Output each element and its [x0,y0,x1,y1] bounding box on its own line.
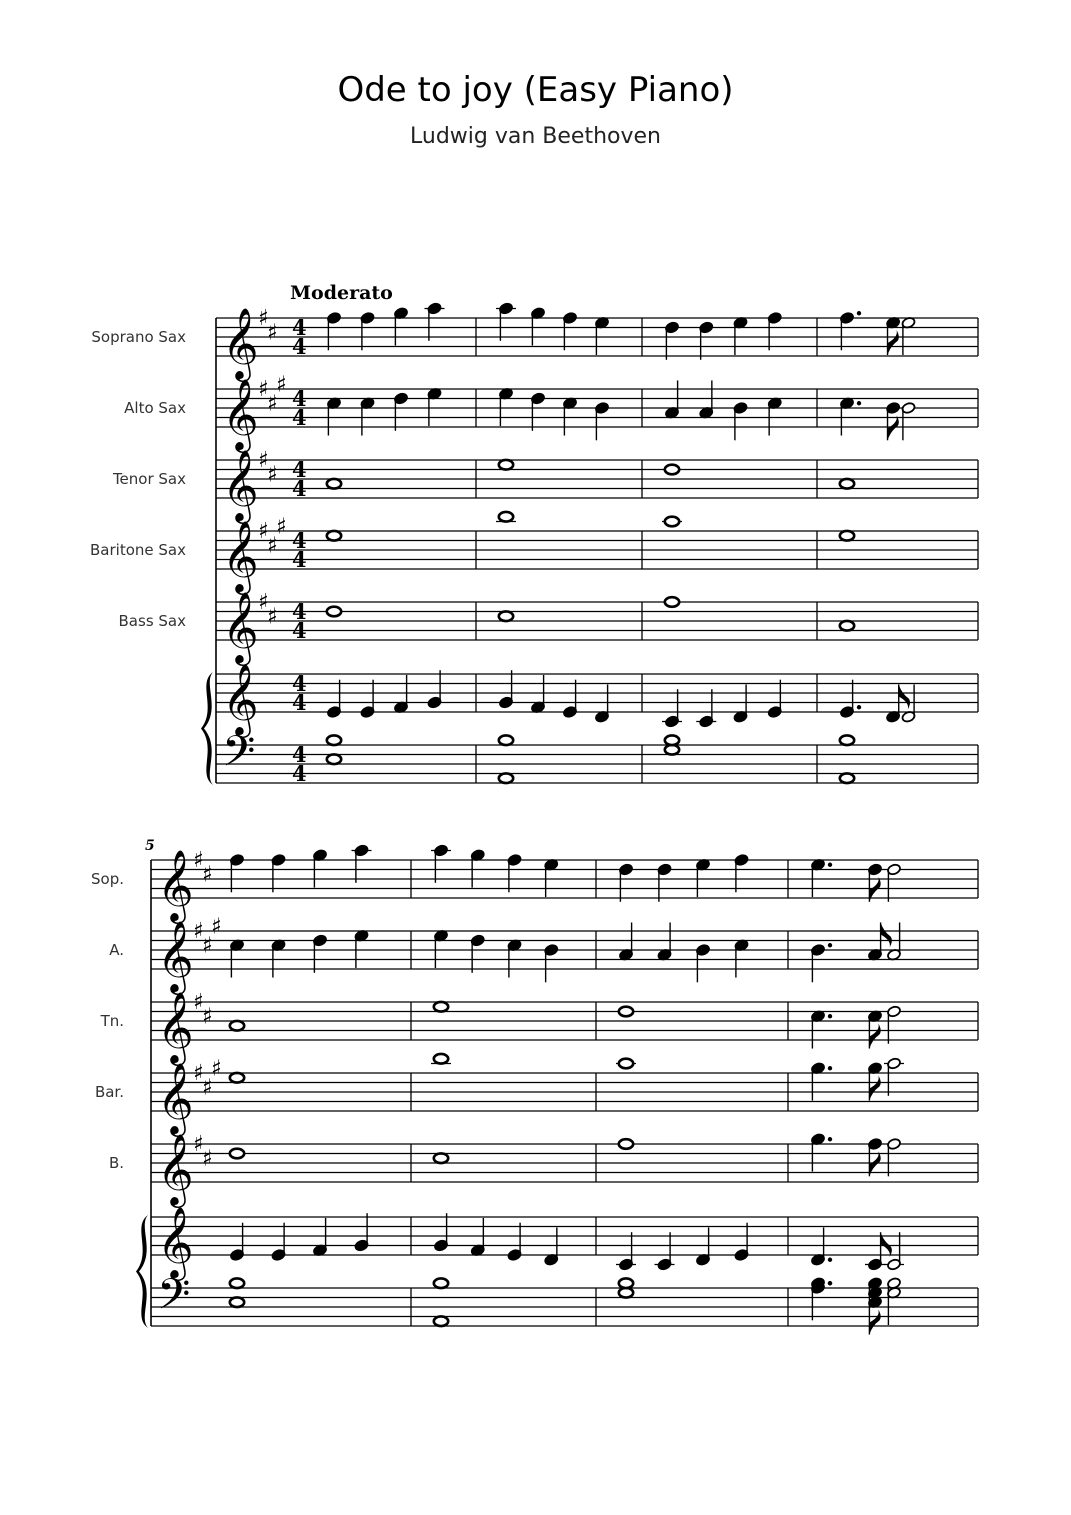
note-head [619,1278,633,1288]
time-signature-denominator: 4 [292,761,307,786]
time-signature-numerator: 4 [292,528,307,553]
instrument-label: Sop. [91,870,124,888]
composer-name: Ludwig van Beethoven [410,124,661,149]
instrument-label: Bass Sax [118,612,186,630]
instrument-label: B. [108,1154,124,1172]
treble-clef-icon: 𝄞 [222,377,259,450]
time-signature-denominator: 4 [292,405,307,430]
bass-clef-icon: 𝄢 [222,727,256,787]
note-head [499,460,513,470]
note-flag [869,1076,880,1101]
instrument-label: Bar. [94,1083,124,1101]
treble-clef-icon: 𝄞 [222,662,259,735]
sharp-icon: ♯ [193,919,204,944]
time-signature-denominator: 4 [292,690,307,715]
dot [857,705,861,709]
note-head [434,1002,448,1012]
instrument-label: Tenor Sax [112,470,186,488]
sharp-icon: ♯ [267,391,278,417]
tempo-marking: Moderato [290,282,393,304]
sharp-icon: ♯ [258,590,269,615]
note-head [499,773,513,783]
dot [828,1137,832,1141]
time-signature-denominator: 4 [292,334,307,359]
score-title: Ode to joy (Easy Piano) [337,70,734,110]
note-head [327,754,341,764]
instrument-label: A. [109,941,124,959]
time-signature-denominator: 4 [292,476,307,501]
note-head [230,1073,244,1083]
dot [828,1014,832,1018]
sharp-icon: ♯ [211,914,222,940]
dot [828,863,832,867]
treble-clef-icon: 𝄞 [157,1132,194,1205]
time-signature-numerator: 4 [292,457,307,482]
sharp-icon: ♯ [258,306,269,331]
note-flag [881,922,892,947]
sharp-icon: ♯ [258,377,269,402]
piano-brace [136,1215,148,1328]
sharp-icon: ♯ [267,533,278,559]
note-head [665,517,679,527]
note-flag [869,1310,880,1335]
note-head [230,1149,244,1159]
time-signature-denominator: 4 [292,618,307,643]
note-head [619,1288,633,1298]
sharp-icon: ♯ [276,514,287,540]
sharp-icon: ♯ [258,448,269,473]
time-signature-numerator: 4 [292,742,307,767]
treble-clef-icon: 𝄞 [157,1205,194,1278]
piano-brace [201,672,213,785]
note-head [434,1153,448,1163]
note-head [499,611,513,621]
note-head [665,745,679,755]
note-flag [888,415,899,440]
sharp-icon: ♯ [211,1056,222,1082]
treble-clef-icon: 𝄞 [222,448,259,521]
dot [828,1281,832,1285]
treble-clef-icon: 𝄞 [222,519,259,592]
sharp-icon: ♯ [202,862,213,888]
treble-clef-icon: 𝄞 [222,590,259,663]
instrument-label: Alto Sax [124,399,186,417]
bass-clef-icon: 𝄢 [157,1270,191,1330]
sharp-icon: ♯ [193,848,204,873]
note-head [665,465,679,475]
instrument-label: Baritone Sax [90,541,186,559]
instrument-label: Tn. [100,1012,124,1030]
note-head [619,1007,633,1017]
time-signature-numerator: 4 [292,315,307,340]
note-flag [899,684,910,709]
note-head [840,479,854,489]
note-head [665,735,679,745]
treble-clef-icon: 𝄞 [157,1061,194,1134]
time-signature-numerator: 4 [292,599,307,624]
sharp-icon: ♯ [258,519,269,544]
time-signature-denominator: 4 [292,547,307,572]
sharp-icon: ♯ [276,372,287,398]
sharp-icon: ♯ [267,604,278,630]
sharp-icon: ♯ [202,1075,213,1101]
dot [828,1258,832,1262]
note-head [434,1054,448,1064]
dot [828,943,832,947]
time-signature-numerator: 4 [292,386,307,411]
note-head [619,1139,633,1149]
treble-clef-icon: 𝄞 [157,848,194,921]
sharp-icon: ♯ [202,1004,213,1030]
treble-clef-icon: 𝄞 [157,919,194,992]
sharp-icon: ♯ [267,320,278,346]
sharp-icon: ♯ [193,990,204,1015]
note-flag [888,330,899,355]
note-head [434,1278,448,1288]
instrument-label: Soprano Sax [91,328,186,346]
note-head [327,531,341,541]
note-head [327,479,341,489]
note-flag [869,1024,880,1049]
note-head [840,531,854,541]
treble-clef-icon: 𝄞 [157,990,194,1063]
measure-number: 5 [145,838,155,854]
sharp-icon: ♯ [202,1146,213,1172]
note-head [434,1316,448,1326]
note-head [499,512,513,522]
note-head [230,1278,244,1288]
note-head [327,607,341,617]
note-head [840,773,854,783]
treble-clef-icon: 𝄞 [222,306,259,379]
sharp-icon: ♯ [202,933,213,959]
note-head [230,1021,244,1031]
note-head [619,1059,633,1069]
dot [828,1066,832,1070]
sharp-icon: ♯ [193,1061,204,1086]
note-head [499,735,513,745]
sharp-icon: ♯ [193,1132,204,1157]
note-head [840,735,854,745]
dot [857,311,861,315]
dot [857,401,861,405]
note-head [665,597,679,607]
note-head [230,1297,244,1307]
time-signature-numerator: 4 [292,671,307,696]
note-head [840,621,854,631]
note-head [327,735,341,745]
sharp-icon: ♯ [267,462,278,488]
